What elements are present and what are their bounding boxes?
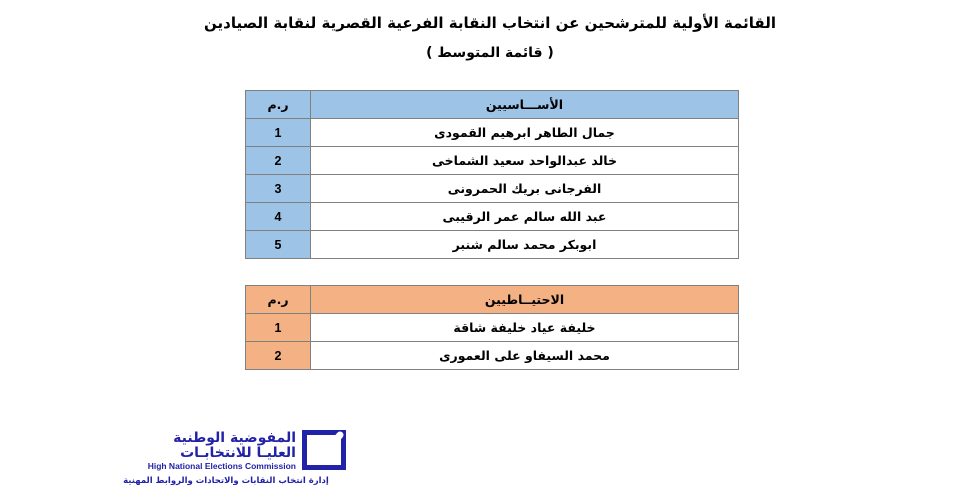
candidate-number: 3 <box>246 175 311 203</box>
primary-name-column-header: الأســـاسيين <box>311 91 739 119</box>
reserve-number-column-header: ر.م <box>246 286 311 314</box>
logo-primary-row <box>106 430 346 472</box>
logo-english-line: High National Elections Commission <box>147 461 296 471</box>
commission-logo <box>106 430 346 498</box>
table-row <box>246 231 739 259</box>
primary-number-column-header: ر.م <box>246 91 311 119</box>
primary-candidates-table <box>245 90 739 259</box>
logo-department-line: إدارة انتخاب النقابات والاتحادات والروابط المهنية <box>123 476 329 486</box>
logo-text-column <box>148 430 296 472</box>
table-row <box>246 342 739 370</box>
table-header-row <box>246 91 739 119</box>
reserve-candidates-table <box>245 285 739 370</box>
table-row <box>246 175 739 203</box>
page-title: القائمة الأولية للمترشحين عن انتخاب النقابة الفرعية القصرية لنقابة الصيادين <box>204 14 776 32</box>
table-row <box>246 203 739 231</box>
reserve-name-column-header: الاحتيــاطيين <box>311 286 739 314</box>
candidate-name: عبد الله سالم عمر الرقيبى <box>311 203 739 231</box>
table-row <box>246 119 739 147</box>
candidate-name: جمال الطاهر ابرهيم القمودى <box>311 119 739 147</box>
candidate-name: ابوبكر محمد سالم شنبر <box>311 231 739 259</box>
document-title-block <box>0 12 980 64</box>
candidate-number: 2 <box>246 147 311 175</box>
candidate-name: الفرجانى بريك الحمرونى <box>311 175 739 203</box>
candidate-number: 1 <box>246 119 311 147</box>
candidate-number: 4 <box>246 203 311 231</box>
candidate-name: محمد السيفاو على العمورى <box>311 342 739 370</box>
candidate-name: خليفة عياد خليفة شاقة <box>311 314 739 342</box>
candidate-number: 2 <box>246 342 311 370</box>
table-row <box>246 147 739 175</box>
table-row <box>246 314 739 342</box>
page-subtitle: ( قائمة المتوسط ) <box>426 45 554 61</box>
logo-arabic-line-2: العليـا للانتخابـات <box>180 445 296 461</box>
checkmark-box-icon <box>302 430 346 470</box>
candidate-number: 1 <box>246 314 311 342</box>
table-header-row <box>246 286 739 314</box>
candidate-name: خالد عبدالواحد سعيد الشماخى <box>311 147 739 175</box>
logo-arabic-line-1: المفوضية الوطنية <box>173 430 296 446</box>
candidate-number: 5 <box>246 231 311 259</box>
